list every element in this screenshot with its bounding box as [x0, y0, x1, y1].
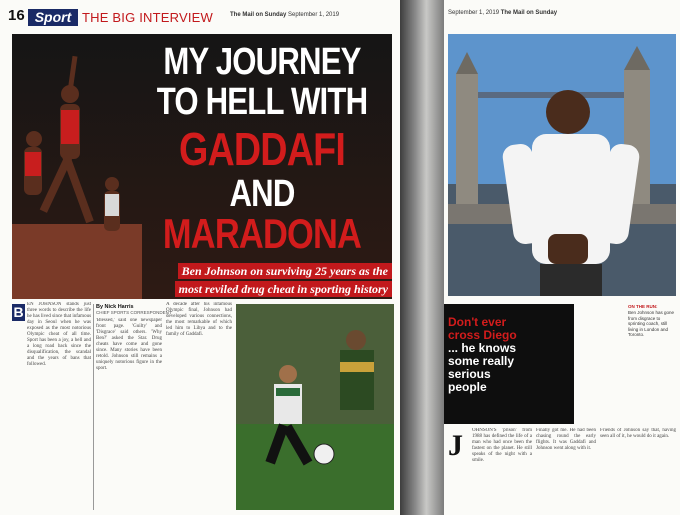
masthead-right-name: The Mail on Sunday [500, 10, 558, 16]
caption-title: ON THE RUN: [628, 304, 658, 309]
hero-photo [12, 34, 392, 299]
quote-line-1: Don't ever [448, 315, 507, 329]
masthead-right [448, 10, 557, 16]
page-gutter [400, 0, 444, 515]
section-label: Sport [28, 9, 78, 26]
caption-text: Ben Johnson has gone from disgrace to sprinting coach, still living in London and Toronto. [628, 310, 675, 337]
pull-quote-box [444, 304, 574, 424]
quote-line-6: people [448, 380, 487, 394]
right-body-column-3: Friends of Johnson say that, having seen all of it, he would do it again. [600, 428, 676, 439]
johnson-portrait [448, 34, 676, 296]
headline-line-1: MY JOURNEY [163, 41, 361, 83]
column-rule [93, 304, 94, 510]
body-column-2: 'Blessed,' said one newspaper front page. 'Guilty' and 'Disgrace' said others. 'Why Ben?' asked the Star. Drug cheats have come and gone since. Many stories have been retold. Johnson still remains a uniquely notorious figure in the sport. [96, 318, 162, 371]
quote-line-4: some really [448, 354, 515, 368]
standfirst-text-2: most reviled drug cheat in sporting history [175, 281, 392, 297]
pull-quote [448, 316, 526, 394]
standfirst-text-1: Ben Johnson on surviving 25 years as the [178, 263, 392, 279]
masthead-date: September 1, 2019 [288, 12, 340, 18]
football-photo [236, 304, 394, 510]
masthead-name: The Mail on Sunday [230, 12, 287, 18]
body-column-3: A decade after his infamous Olympic final, Johnson had developed various connections, the most remarkable of which led him to Libya and to the family of Gaddafi. [166, 302, 232, 337]
page-number: 16 [8, 7, 25, 24]
headline-line-5: MARADONA [162, 210, 362, 257]
headline-line-2: TO HELL WITH [156, 81, 368, 123]
masthead [230, 12, 339, 18]
headline-line-4: AND [229, 173, 295, 215]
right-body-column-1: OHNSON'S 'prison' from 1988 has defined the life of a man who had once been the fastest on the planet. He still speaks of the night with a smile. [472, 428, 532, 463]
quote-line-5: serious [448, 367, 491, 381]
section-kicker: THE BIG INTERVIEW [82, 10, 214, 25]
portrait-photo [448, 34, 676, 296]
standfirst-line-1 [142, 262, 392, 280]
masthead-right-date: September 1, 2019 [448, 10, 500, 16]
dropcap: B [13, 304, 24, 320]
dropcap-right: J [448, 429, 463, 462]
byline-role: CHIEF SPORTS CORRESPONDENT [96, 310, 172, 315]
right-page [444, 0, 680, 515]
headline-line-3: GADDAFI [178, 123, 346, 175]
gaddafi-maradona-photo [236, 304, 394, 510]
quote-line-3: ... he knows [448, 341, 517, 355]
right-body-column-2: Finally got me. He had been chasing round the early flights. It was Gaddafi and Johnson went along with it. [536, 428, 596, 451]
quote-line-2: cross Diego [448, 328, 517, 342]
body-column-1: EN JOHNSON stands just three words to describe the life he has lived since that infamous day in Seoul when he was exposed as the most notorious Olympic cheat of all time. Sport has been a joy, a hell and a long road back since the disqualification, the scandal and the years of bans that followed. [27, 302, 91, 367]
standfirst-line-2 [142, 280, 392, 298]
byline: By Nick Harris [96, 304, 134, 310]
